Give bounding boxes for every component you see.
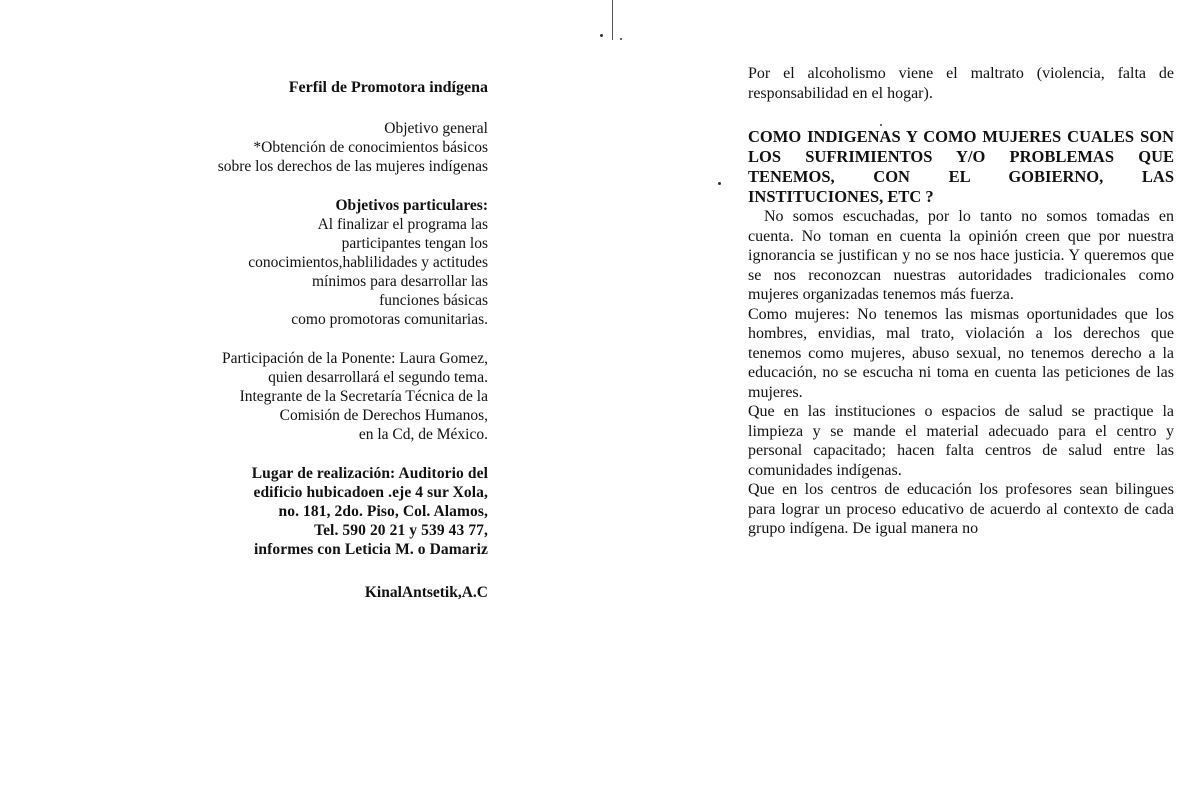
particular-objectives-line: participantes tengan los	[341, 235, 488, 252]
location-line: Tel. 590 20 21 y 539 43 77,	[314, 522, 488, 539]
location-line: Lugar de realización: Auditorio del	[251, 465, 488, 482]
particular-objectives-line: funciones básicas	[379, 292, 488, 309]
particular-objectives-line: mínimos para desarrollar las	[311, 273, 488, 290]
location-line: edificio hubicadoen .eje 4 sur Xola,	[253, 484, 488, 501]
body-paragraph: Que en los centros de educación los profesores sean bilingues para lograr un proceso educativo de acuerdo al contexto de cada grupo indígena. De igual manera no	[748, 481, 1174, 537]
body-paragraph: No somos escuchadas, por lo tanto no somos tomadas en cuenta. No toman en cuenta la opinión creen que por nuestra ignorancia se justifican y no se nos hace justicia. Y queremos que se nos reconozcan nuestras autoridades tradicionales como mujeres organizadas tenemos más fuerza.	[748, 208, 1174, 303]
general-objective-line: sobre los derechos de las mujeres indígenas	[217, 158, 488, 175]
participation-line: Participación de la Ponente: Laura Gomez,	[222, 350, 488, 367]
speaker-participation	[128, 349, 488, 444]
particular-objectives-line: Al finalizar el programa las	[317, 216, 488, 233]
general-objective-heading: Objetivo general	[384, 120, 488, 137]
left-column	[128, 78, 488, 602]
right-page	[600, 0, 1200, 800]
profile-title: Ferfil de Promotora indígena	[288, 79, 488, 96]
particular-objectives-heading: Objetivos particulares:	[335, 197, 488, 214]
body-paragraph: Que en las instituciones o espacios de salud se practique la limpieza y se mande el material adecuado para el centro y personal capacitado; hacen falta centros de salud entre las comunidades indígenas.	[748, 403, 1174, 479]
section-heading: COMO INDIGENAS Y COMO MUJERES CUALES SON LOS SUFRIMIENTOS Y/O PROBLEMAS QUE TENEMOS, CON EL GOBIERNO, LAS INSTITUCIONES, ETC ?	[748, 127, 1174, 206]
event-location	[128, 464, 488, 559]
intro-paragraph: Por el alcoholismo viene el maltrato (violencia, falta de responsabilidad en el hogar).	[748, 65, 1174, 102]
participation-line: quien desarrollará el segundo tema.	[268, 369, 488, 386]
particular-objectives-line: como promotoras comunitarias.	[291, 311, 488, 328]
participation-line: Integrante de la Secretaría Técnica de la	[239, 388, 488, 405]
participation-line: en la Cd, de México.	[358, 426, 488, 443]
participation-line: Comisión de Derechos Humanos,	[279, 407, 488, 424]
location-line: informes con Leticia M. o Damariz	[253, 541, 488, 558]
particular-objectives	[128, 196, 488, 329]
particular-objectives-line: conocimientos,hablilidades y actitudes	[248, 254, 488, 271]
organization-name: KinalAntsetik,A.C	[364, 584, 488, 601]
location-line: no. 181, 2do. Piso, Col. Alamos,	[278, 503, 488, 520]
general-objective	[128, 119, 488, 176]
body-paragraph: Como mujeres: No tenemos las mismas oportunidades que los hombres, envidias, mal trato, violación a los derechos que tenemos como mujeres, abuso sexual, no tenemos derecho a la educación, no se escucha ni toma en cuenta las peticiones de las mujeres.	[748, 305, 1174, 401]
general-objective-line: *Obtención de conocimientos básicos	[253, 139, 488, 156]
right-column	[748, 64, 1174, 539]
